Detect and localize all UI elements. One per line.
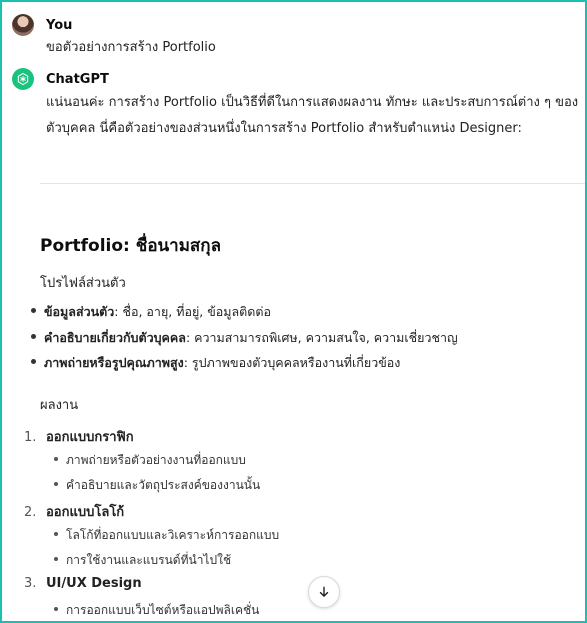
works-subitem-text: คำอธิบายและวัตถุประสงค์ของงานนั้น xyxy=(66,478,261,492)
assistant-message-header xyxy=(12,68,109,90)
openai-logo-icon xyxy=(12,68,34,90)
list-item xyxy=(31,328,458,348)
works-item-title: UI/UX Design xyxy=(46,576,142,591)
works-section-title: ผลงาน xyxy=(40,398,79,413)
works-item-number: 2. xyxy=(24,505,37,520)
intro-line-1: แน่นอนค่ะ การสร้าง Portfolio เป็นวิธีที่ดีในการแสดงผลงาน ทักษะ และประสบการณ์ต่าง ๆ ของ xyxy=(46,95,579,110)
works-subitem-text: การออกแบบเว็บไซต์หรือแอปพลิเคชั่น xyxy=(66,603,260,617)
list-item-label: ภาพถ่ายหรือรูปคุณภาพสูง xyxy=(44,355,184,370)
works-subitem xyxy=(54,526,279,545)
list-item xyxy=(31,302,271,322)
user-avatar[interactable] xyxy=(12,14,34,36)
arrow-down-icon xyxy=(317,585,331,599)
list-item-label: คำอธิบายเกี่ยวกับตัวบุคคล xyxy=(44,330,186,345)
works-item-number: 1. xyxy=(24,430,37,445)
works-subitem xyxy=(54,601,259,620)
user-message-header xyxy=(12,14,72,36)
works-item xyxy=(24,501,124,522)
list-item-label: ข้อมูลส่วนตัว xyxy=(44,304,115,319)
divider xyxy=(40,183,586,184)
works-subitem-text: ภาพถ่ายหรือตัวอย่างงานที่ออกแบบ xyxy=(66,453,246,467)
works-item-title: ออกแบบกราฟิก xyxy=(46,430,134,445)
assistant-intro xyxy=(46,90,586,142)
works-subitem-text: โลโก้ที่ออกแบบและวิเคราะห์การออกแบบ xyxy=(66,528,280,542)
works-subitem xyxy=(54,551,231,570)
list-item xyxy=(31,353,400,373)
assistant-name: ChatGPT xyxy=(46,71,109,87)
portfolio-heading: Portfolio: ชื่อนามสกุล xyxy=(40,236,221,256)
list-item-text: : รูปภาพของตัวบุคคลหรืองานที่เกี่ยวข้อง xyxy=(183,355,401,370)
profile-section-title: โปรไฟล์ส่วนตัว xyxy=(40,276,126,291)
list-item-text: : ชื่อ, อายุ, ที่อยู่, ข้อมูลติดต่อ xyxy=(114,304,272,319)
user-message-text: ขอตัวอย่างการสร้าง Portfolio xyxy=(46,40,216,55)
works-subitem xyxy=(54,451,246,470)
scroll-down-button[interactable] xyxy=(308,576,340,608)
works-item xyxy=(24,576,142,591)
works-subitem-text: การใช้งานและแบรนด์ที่นำไปใช้ xyxy=(66,553,232,567)
works-item xyxy=(24,426,134,447)
intro-line-2: ตัวบุคคล นี่คือตัวอย่างของส่วนหนึ่งในการสร้าง Portfolio สำหรับตำแหน่ง Designer: xyxy=(46,121,522,136)
works-subitem xyxy=(54,476,260,495)
works-item-number: 3. xyxy=(24,576,37,591)
list-item-text: : ความสามารถพิเศษ, ความสนใจ, ความเชี่ยวชาญ xyxy=(185,330,458,345)
works-item-title: ออกแบบโลโก้ xyxy=(46,505,125,520)
user-name: You xyxy=(46,17,73,33)
